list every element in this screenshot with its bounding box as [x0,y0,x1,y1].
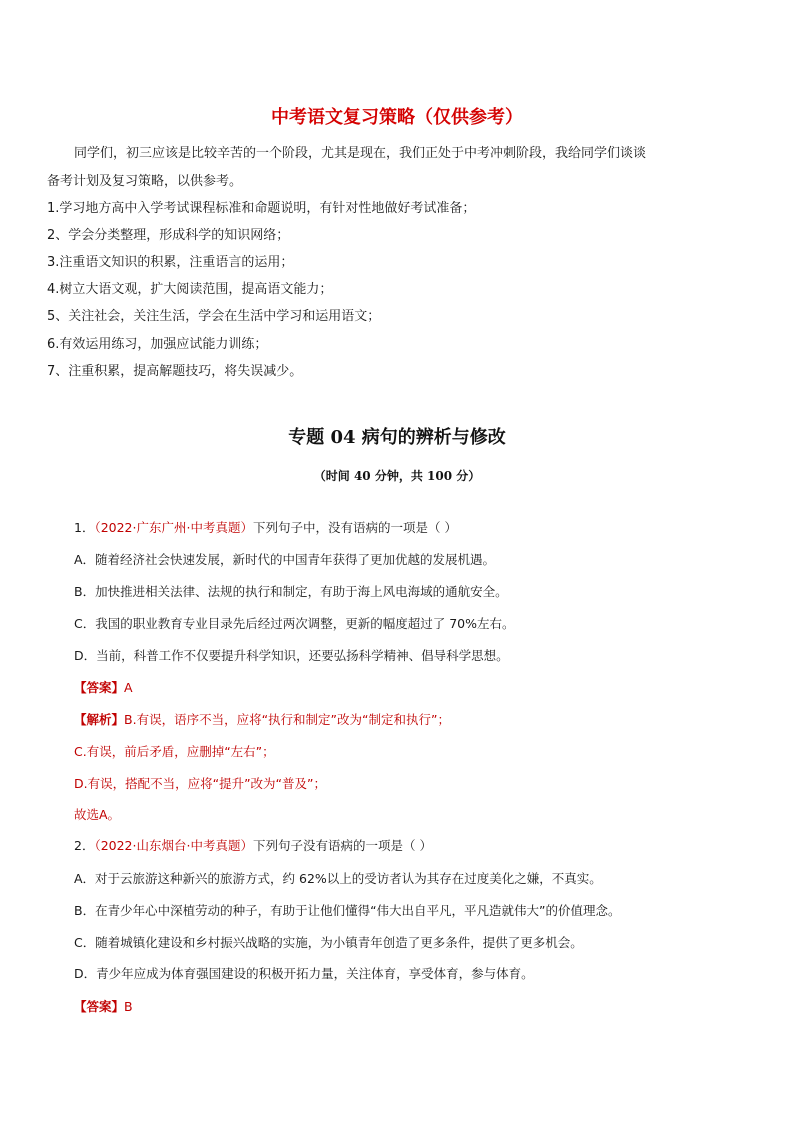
question-option: A．对于云旅游这种新兴的旅游方式，约 62%以上的受访者认为其存在过度美化之嫌，不真实。 [74,871,602,886]
strategy-item: 6.有效运用练习，加强应试能力训练； [47,337,268,352]
question-option: C．随着城镇化建设和乡村振兴战略的实施，为小镇青年创造了更多条件，提供了更多机会。 [74,935,583,950]
strategy-item: 1.学习地方高中入学考试课程标准和命题说明，有针对性地做好考试准备； [47,201,476,216]
question-number: 1． [74,520,95,535]
topic-subtitle: （时间 40 分钟，共 100 分） [313,469,481,483]
answer-tag: 【答案】 [74,680,125,695]
question-option: C．我国的职业教育专业目录先后经过两次调整，更新的幅度超过了 70%左右。 [74,616,515,631]
question-option: D．当前，科普工作不仅要提升科学知识，还要弘扬科学精神、倡导科学思想。 [74,648,509,663]
question-option: D．青少年应成为体育强国建设的积极开拓力量，关注体育，享受体育，参与体育。 [74,966,534,981]
question-option: A．随着经济社会快速发展，新时代的中国青年获得了更加优越的发展机遇。 [74,552,496,567]
topic-title: 专题 04 病句的辨析与修改 [288,427,506,448]
strategy-item: 3.注重语文知识的积累，注重语言的运用； [47,255,294,270]
strategy-item: 2、学会分类整理，形成科学的知识网络； [47,228,290,243]
question-option: B．加快推进相关法律、法规的执行和制定，有助于海上风电海域的通航安全。 [74,584,508,599]
question-stem: 下列句子中，没有语病的一项是（ ） [252,520,457,535]
answer-line [74,998,133,1016]
strategy-item: 7、注重积累，提高解题技巧，将失误减少。 [47,364,303,379]
question-2-stem-line [74,837,432,855]
answer-tag: 【答案】 [74,999,125,1014]
analysis-text: B.有误，语序不当，应将“执行和制定”改为“制定和执行”； [124,712,450,727]
question-number: 2． [74,838,95,853]
strategy-intro-line-2: 备考计划及复习策略，以供参考。 [47,174,243,189]
answer-value: B [124,999,133,1014]
strategy-item: 4.树立大语文观，扩大阅读范围，提高语文能力； [47,282,333,297]
analysis-line: C.有误，前后矛盾，应删掉“左右”； [74,744,275,759]
question-source: （2022·广东广州·中考真题） [94,520,253,535]
question-stem: 下列句子没有语病的一项是（ ） [252,838,432,853]
analysis-line [74,711,450,729]
analysis-conclusion: 故选A。 [74,807,121,822]
answer-value: A [124,680,133,695]
question-source: （2022·山东烟台·中考真题） [94,838,253,853]
question-option: B．在青少年心中深植劳动的种子，有助于让他们懂得“伟大出自平凡，平凡造就伟大”的价值理念。 [74,903,621,918]
analysis-tag: 【解析】 [74,712,125,727]
strategy-item: 5、关注社会，关注生活，学会在生活中学习和运用语文； [47,309,381,324]
question-1-stem-line [74,519,457,537]
answer-line [74,679,133,697]
strategy-intro-line-1: 同学们，初三应该是比较辛苦的一个阶段，尤其是现在，我们正处于中考冲刺阶段，我给同学们谈谈 [74,146,647,161]
strategy-title: 中考语文复习策略（仅供参考） [271,107,523,128]
analysis-line: D.有误，搭配不当，应将“提升”改为“普及”； [74,776,327,791]
